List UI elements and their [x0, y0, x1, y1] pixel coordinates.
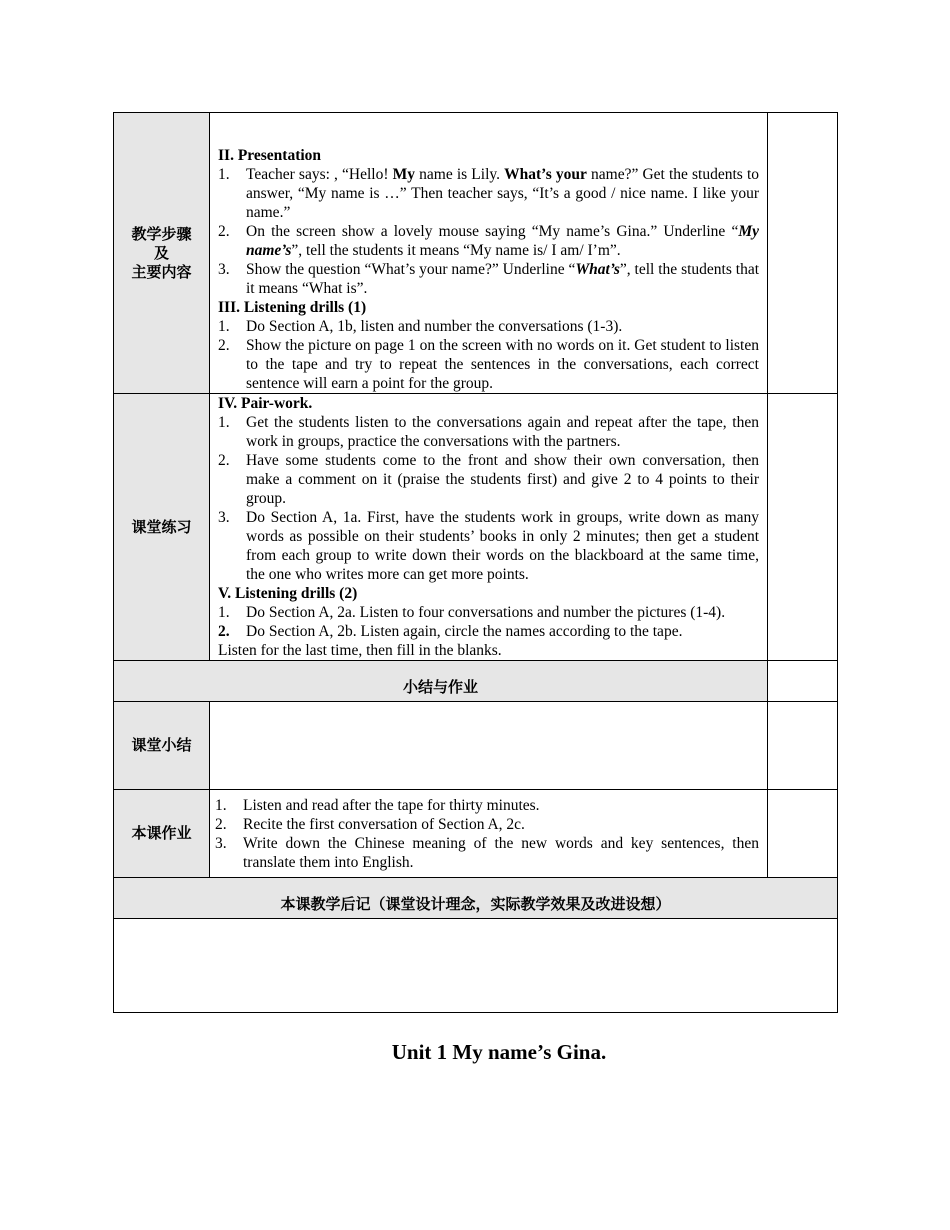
homework-row	[114, 790, 838, 878]
steps-label: 教学步骤 及 主要内容	[114, 113, 210, 394]
last-line: Listen for the last time, then fill in the blanks.	[218, 642, 502, 659]
section-heading-listening-2: V. Listening drills (2)	[218, 585, 358, 602]
practice-content	[210, 394, 768, 661]
reflection-row	[114, 919, 838, 1013]
lesson-plan-table	[113, 112, 838, 1013]
list-item: 1. Get the students listen to the conversations again and repeat after the tape, then work in groups, practice the conversations with the partners.	[218, 414, 759, 450]
list-item: 2. On the screen show a lovely mouse saying “My name’s Gina.” Underline “My name’s”, tell the students it means “My name is/ I am/ I’m”.	[218, 223, 759, 259]
steps-content	[210, 113, 768, 394]
notes-cell	[768, 702, 838, 790]
list-item: 1. Do Section A, 2a. Listen to four conversations and number the pictures (1-4).	[218, 604, 726, 621]
steps-row	[114, 113, 838, 394]
notes-cell	[768, 113, 838, 394]
list-item: 2. Recite the first conversation of Section A, 2c.	[215, 816, 525, 833]
summary-content	[210, 702, 768, 790]
list-item: 3. Show the question “What’s your name?” Underline “What’s”, tell the students that it means “What is”.	[218, 261, 760, 297]
list-item: 1. Listen and read after the tape for thirty minutes.	[215, 797, 540, 814]
list-item: 1. Teacher says: , “Hello! My name is Lily. What’s your name?” Get the students to answer, “My name is …” Then teacher says, “It’s a good / nice name. I like your name.”	[218, 166, 760, 221]
summary-banner-row	[114, 661, 838, 702]
notes-cell	[768, 661, 838, 702]
list-item: 1. Do Section A, 1b, listen and number the conversations (1-3).	[218, 318, 623, 335]
notes-cell	[768, 394, 838, 661]
list-item: 2. Have some students come to the front and show their own conversation, then make a comment on it (praise the students first) and give 2 to 4 points to their group.	[218, 452, 759, 507]
section-heading-listening-1: III. Listening drills (1)	[218, 299, 367, 316]
reflection-content	[114, 919, 838, 1013]
unit-title: Unit 1 My name’s Gina.	[391, 1040, 607, 1064]
notes-cell	[768, 790, 838, 878]
homework-content	[210, 790, 768, 878]
summary-banner: 小结与作业	[114, 661, 768, 702]
practice-row	[114, 394, 838, 661]
list-item: 3. Write down the Chinese meaning of the new words and key sentences, then translate them into English.	[215, 835, 759, 871]
list-item: 2. Show the picture on page 1 on the screen with no words on it. Get student to listen to the tape and try to repeat the sentences in the conversations, each correct sentence will earn a point for the group.	[218, 337, 759, 392]
list-item: 2. Do Section A, 2b. Listen again, circle the names according to the tape.	[218, 623, 683, 640]
summary-label: 课堂小结	[114, 702, 210, 790]
list-item: 3. Do Section A, 1a. First, have the students work in groups, write down as many words as possible on their students’ books in only 2 minutes; then get a student from each group to write down their words on the blackboard at the same time, the one who writes more can get more points.	[218, 509, 759, 583]
homework-label: 本课作业	[114, 790, 210, 878]
practice-label: 课堂练习	[114, 394, 210, 661]
section-heading-pair-work: IV. Pair-work.	[218, 395, 313, 412]
section-heading-presentation: II. Presentation	[218, 147, 322, 164]
reflection-banner-row	[114, 878, 838, 919]
reflection-banner: 本课教学后记（课堂设计理念，实际教学效果及改进设想）	[114, 878, 838, 919]
summary-row	[114, 702, 838, 790]
